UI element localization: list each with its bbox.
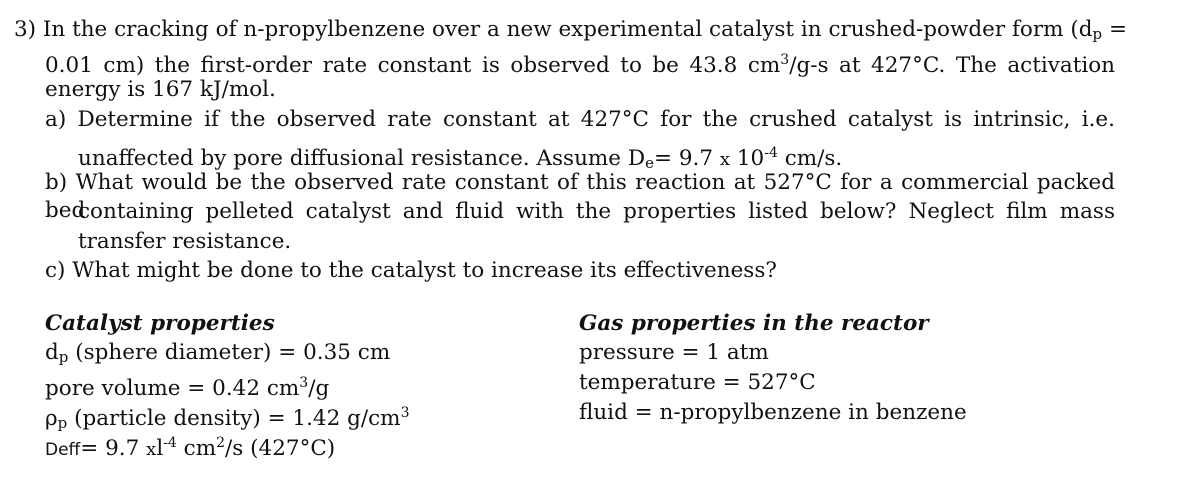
part-b-line-2: containing pelleted catalyst and fluid with the properties listed below? Neglect film mass [78,199,1115,224]
pore-units: /g [308,376,330,401]
times-sign: x [146,439,157,460]
gas-pressure: pressure = 1 atm [579,340,769,365]
subscript-p: p [1092,25,1103,43]
superscript-3: 3 [780,52,790,68]
superscript-minus-4: -4 [764,145,778,161]
intro-text-end: /g-s at 427°C. The activation [789,53,1115,78]
intro-text-end: = [1102,17,1127,42]
intro-text: 0.01 cm) the first-order rate constant is observed to be 43.8 cm [45,53,781,78]
deff-condition: /s (427°C) [225,436,336,461]
part-b-line-1: b) What would be the observed rate constant of this reaction at 527°C for a commercial packed bed [45,170,1115,223]
superscript-3: 3 [400,405,410,421]
intro-line-3: energy is 167 kJ/mol. [45,77,276,102]
catalyst-dp [45,339,390,371]
intro-text: 3) In the cracking of n-propylbenzene over a new experimental catalyst in crushed-powder form (d [14,17,1093,42]
superscript-2: 2 [216,435,226,451]
superscript-minus-4: -4 [163,435,177,451]
power-base: 10 [730,146,765,171]
subscript-p: p [58,348,69,366]
catalyst-deff [45,429,335,464]
times-sign: x [719,149,731,170]
deff-label: Deff [45,440,81,460]
subscript-e: e [645,154,654,172]
part-c-line-1: c) What might be done to the catalyst to increase its effectiveness? [45,258,777,283]
superscript-3: 3 [299,375,309,391]
part-b-line-3: transfer resistance. [78,229,292,254]
deff-value: = 9.7 [80,436,147,461]
density-text: (particle density) = 1.42 g/cm [67,406,401,431]
gas-temperature: temperature = 527°C [579,370,816,395]
catalyst-heading: Catalyst properties [45,311,275,336]
intro-line-2 [45,46,1115,80]
dp-symbol: d [45,340,59,365]
part-a-value: = 9.7 [654,146,720,171]
part-a-line-1: a) Determine if the observed rate constant at 427°C for the crushed catalyst is intrinsic, i.e. [45,107,1115,132]
gas-heading: Gas properties in the reactor [579,311,929,336]
pore-text: pore volume = 0.42 cm [45,376,300,401]
dp-value: (sphere diameter) = 0.35 cm [68,340,391,365]
deff-units: cm [176,436,217,461]
catalyst-pore-volume [45,369,329,403]
rho-symbol: ρ [45,406,58,431]
part-a-text: unaffected by pore diffusional resistance. Assume D [78,146,646,171]
intro-line-1 [14,16,1127,48]
subscript-p: p [57,414,68,432]
part-a-units: cm/s. [777,146,843,171]
power-base: l [156,436,164,461]
gas-fluid: fluid = n-propylbenzene in benzene [579,400,967,425]
